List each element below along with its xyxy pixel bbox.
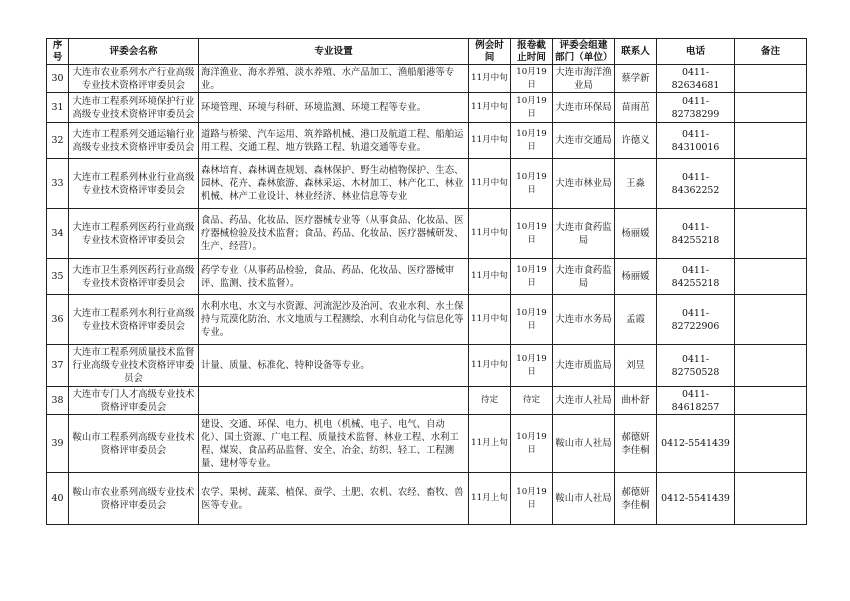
row-specialty: 道路与桥梁、汽车运用、筑养路机械、港口及航道工程、船舶运用工程、交通工程、地方铁路工程、轨道交通等专业。 bbox=[199, 123, 469, 159]
row-phone: 0411-84362252 bbox=[657, 159, 735, 209]
table-row bbox=[47, 209, 807, 259]
row-name: 大连市工程系列环境保护行业高级专业技术资格评审委员会 bbox=[69, 93, 199, 123]
row-meeting: 11月上旬 bbox=[469, 415, 511, 473]
row-dept: 鞍山市人社局 bbox=[553, 415, 615, 473]
row-no: 32 bbox=[47, 123, 69, 159]
header-row bbox=[47, 39, 807, 65]
header-dept: 评委会组建部门（单位） bbox=[553, 39, 615, 65]
row-contact: 杨丽媛 bbox=[615, 209, 657, 259]
row-dept: 大连市食药监局 bbox=[553, 209, 615, 259]
table-row bbox=[47, 345, 807, 387]
row-no: 38 bbox=[47, 387, 69, 415]
row-meeting: 11月中旬 bbox=[469, 93, 511, 123]
row-deadline: 10月19日 bbox=[511, 65, 553, 93]
table-row bbox=[47, 123, 807, 159]
table-row bbox=[47, 65, 807, 93]
row-name: 大连市工程系列医药行业高级专业技术资格评审委员会 bbox=[69, 209, 199, 259]
row-dept: 大连市海洋渔业局 bbox=[553, 65, 615, 93]
row-contact: 蔡学新 bbox=[615, 65, 657, 93]
table-row bbox=[47, 93, 807, 123]
row-no: 34 bbox=[47, 209, 69, 259]
row-note bbox=[735, 65, 807, 93]
row-contact: 郝德妍 李佳桐 bbox=[615, 415, 657, 473]
row-dept: 大连市环保局 bbox=[553, 93, 615, 123]
row-note bbox=[735, 259, 807, 295]
row-phone: 0411-84310016 bbox=[657, 123, 735, 159]
header-note: 备注 bbox=[735, 39, 807, 65]
row-no: 33 bbox=[47, 159, 69, 209]
row-dept: 大连市林业局 bbox=[553, 159, 615, 209]
header-meeting: 例会时间 bbox=[469, 39, 511, 65]
row-meeting: 11月中旬 bbox=[469, 259, 511, 295]
table-row bbox=[47, 295, 807, 345]
row-no: 37 bbox=[47, 345, 69, 387]
row-no: 40 bbox=[47, 473, 69, 525]
row-name: 大连市工程系列交通运输行业高级专业技术资格评审委员会 bbox=[69, 123, 199, 159]
table-row bbox=[47, 415, 807, 473]
row-deadline: 10月19日 bbox=[511, 415, 553, 473]
row-specialty: 农学、果树、蔬菜、植保、蚕学、土肥、农机、农经、畜牧、兽医等专业。 bbox=[199, 473, 469, 525]
header-no: 序号 bbox=[47, 39, 69, 65]
row-specialty: 水利水电、水文与水资源、河流泥沙及治河、农业水利、水土保持与荒漠化防治、水文地质与工程测绘、水利自动化与信息化等专业。 bbox=[199, 295, 469, 345]
row-contact: 许德义 bbox=[615, 123, 657, 159]
row-meeting: 11月上旬 bbox=[469, 473, 511, 525]
row-contact: 郝德妍 李佳桐 bbox=[615, 473, 657, 525]
table-row bbox=[47, 159, 807, 209]
row-phone: 0411-84618257 bbox=[657, 387, 735, 415]
committee-table bbox=[46, 38, 807, 525]
row-name: 大连市卫生系列医药行业高级专业技术资格评审委员会 bbox=[69, 259, 199, 295]
row-specialty: 计量、质量、标准化、特种设备等专业。 bbox=[199, 345, 469, 387]
row-name: 鞍山市农业系列高级专业技术资格评审委员会 bbox=[69, 473, 199, 525]
row-note bbox=[735, 93, 807, 123]
row-specialty: 森林培育、森林调查规划、森林保护、野生动植物保护、生态、园林、花卉、森林旅游、森林采运、木材加工、林产化工、林业机械、林产工业设计、林业经济、林业信息等专业 bbox=[199, 159, 469, 209]
row-specialty: 药学专业（从事药品检验，食品、药品、化妆品、医疗器械审评、监测、技术监督）。 bbox=[199, 259, 469, 295]
row-no: 35 bbox=[47, 259, 69, 295]
row-deadline: 待定 bbox=[511, 387, 553, 415]
row-meeting: 11月中旬 bbox=[469, 65, 511, 93]
row-no: 30 bbox=[47, 65, 69, 93]
row-specialty: 建设、交通、环保、电力、机电（机械、电子、电气、自动化）、国土资源、广电工程、质量技术监督、林业工程、水利工程、煤炭、食品药品监督、安全、冶金、纺织、轻工、工程测量、建材等专业。 bbox=[199, 415, 469, 473]
row-dept: 大连市食药监局 bbox=[553, 259, 615, 295]
row-meeting: 11月中旬 bbox=[469, 123, 511, 159]
row-contact: 苗雨茁 bbox=[615, 93, 657, 123]
row-contact: 孟霞 bbox=[615, 295, 657, 345]
row-deadline: 10月19日 bbox=[511, 93, 553, 123]
row-note bbox=[735, 387, 807, 415]
table-row bbox=[47, 259, 807, 295]
row-phone: 0412-5541439 bbox=[657, 473, 735, 525]
row-meeting: 待定 bbox=[469, 387, 511, 415]
row-name: 大连市工程系列水利行业高级专业技术资格评审委员会 bbox=[69, 295, 199, 345]
row-note bbox=[735, 159, 807, 209]
row-dept: 大连市水务局 bbox=[553, 295, 615, 345]
row-phone: 0411-82722906 bbox=[657, 295, 735, 345]
header-name: 评委会名称 bbox=[69, 39, 199, 65]
row-note bbox=[735, 415, 807, 473]
row-name: 大连市工程系列林业行业高级专业技术资格评审委员会 bbox=[69, 159, 199, 209]
row-deadline: 10月19日 bbox=[511, 295, 553, 345]
row-dept: 大连市人社局 bbox=[553, 387, 615, 415]
row-contact: 刘昱 bbox=[615, 345, 657, 387]
row-name: 大连市农业系列水产行业高级专业技术资格评审委员会 bbox=[69, 65, 199, 93]
row-name: 大连市工程系列质量技术监督行业高级专业技术资格评审委员会 bbox=[69, 345, 199, 387]
row-note bbox=[735, 345, 807, 387]
row-dept: 大连市交通局 bbox=[553, 123, 615, 159]
row-note bbox=[735, 295, 807, 345]
row-contact: 王淼 bbox=[615, 159, 657, 209]
header-contact: 联系人 bbox=[615, 39, 657, 65]
row-no: 39 bbox=[47, 415, 69, 473]
row-specialty: 海洋渔业、海水养殖、淡水养殖、水产品加工、渔船船港等专业。 bbox=[199, 65, 469, 93]
row-phone: 0411-82634681 bbox=[657, 65, 735, 93]
row-no: 31 bbox=[47, 93, 69, 123]
row-meeting: 11月中旬 bbox=[469, 209, 511, 259]
row-phone: 0411-84255218 bbox=[657, 209, 735, 259]
row-meeting: 11月中旬 bbox=[469, 295, 511, 345]
row-phone: 0411-82750528 bbox=[657, 345, 735, 387]
row-specialty: 食品、药品、化妆品、医疗器械专业等（从事食品、化妆品、医疗器械检验及技术监督；食品、药品、化妆品、医疗器械研发、生产、经营）。 bbox=[199, 209, 469, 259]
row-specialty bbox=[199, 387, 469, 415]
row-phone: 0411-84255218 bbox=[657, 259, 735, 295]
row-name: 鞍山市工程系列高级专业技术资格评审委员会 bbox=[69, 415, 199, 473]
row-specialty: 环境管理、环境与科研、环境监测、环境工程等专业。 bbox=[199, 93, 469, 123]
row-contact: 杨丽媛 bbox=[615, 259, 657, 295]
header-phone: 电话 bbox=[657, 39, 735, 65]
row-deadline: 10月19日 bbox=[511, 209, 553, 259]
row-deadline: 10月19日 bbox=[511, 159, 553, 209]
header-deadline: 报卷截止时间 bbox=[511, 39, 553, 65]
row-deadline: 10月19日 bbox=[511, 345, 553, 387]
row-note bbox=[735, 473, 807, 525]
row-phone: 0411-82738299 bbox=[657, 93, 735, 123]
row-meeting: 11月中旬 bbox=[469, 159, 511, 209]
row-meeting: 11月中旬 bbox=[469, 345, 511, 387]
row-dept: 鞍山市人社局 bbox=[553, 473, 615, 525]
row-name: 大连市专门人才高级专业技术资格评审委员会 bbox=[69, 387, 199, 415]
row-note bbox=[735, 123, 807, 159]
row-phone: 0412-5541439 bbox=[657, 415, 735, 473]
row-no: 36 bbox=[47, 295, 69, 345]
row-deadline: 10月19日 bbox=[511, 123, 553, 159]
header-specialty: 专业设置 bbox=[199, 39, 469, 65]
row-contact: 曲朴舒 bbox=[615, 387, 657, 415]
table-row bbox=[47, 387, 807, 415]
row-note bbox=[735, 209, 807, 259]
row-deadline: 10月19日 bbox=[511, 259, 553, 295]
table-row bbox=[47, 473, 807, 525]
row-deadline: 10月19日 bbox=[511, 473, 553, 525]
row-dept: 大连市质监局 bbox=[553, 345, 615, 387]
